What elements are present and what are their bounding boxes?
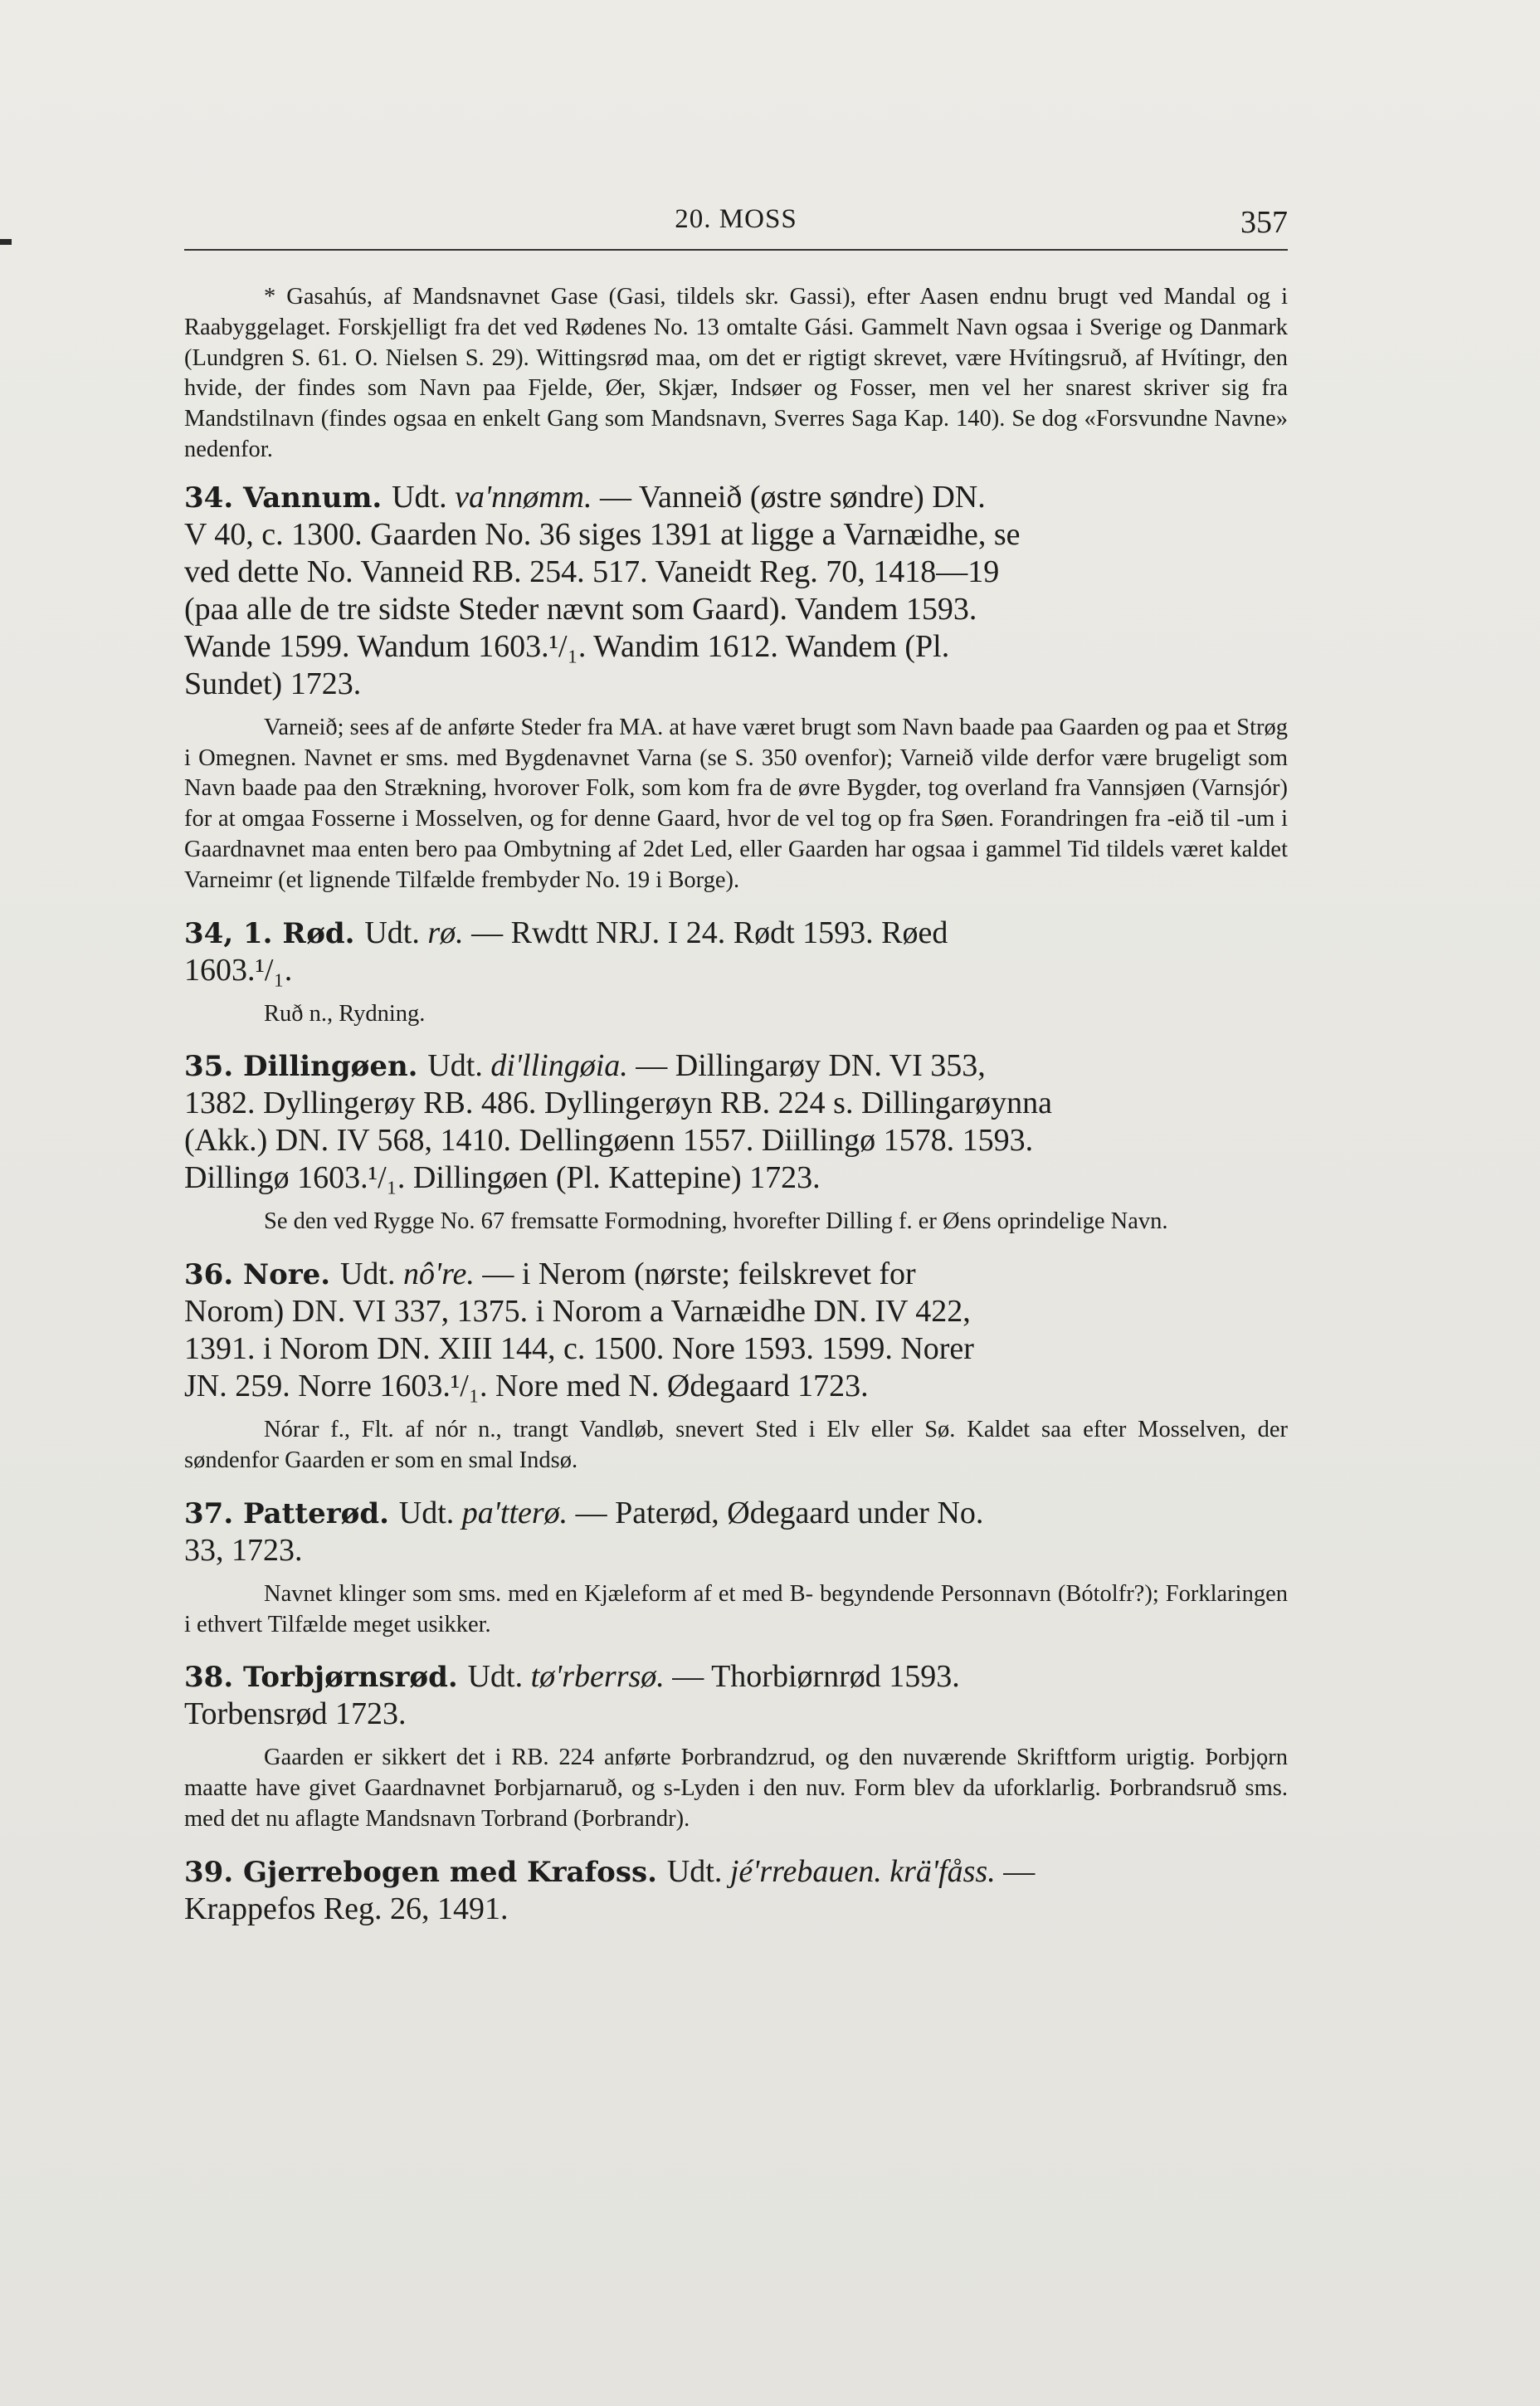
entry-number: 34. bbox=[184, 481, 243, 515]
entry-name: Vannum. bbox=[243, 481, 392, 515]
entry bbox=[184, 915, 1288, 1030]
entry-text: — bbox=[1003, 1853, 1036, 1889]
entry-heading-line bbox=[184, 1256, 1288, 1293]
entry-name: Patterød. bbox=[243, 1496, 399, 1530]
header-title: 20. MOSS bbox=[675, 204, 797, 234]
entry bbox=[184, 479, 1288, 896]
entry bbox=[184, 1256, 1288, 1476]
pronunciation: tø'rberrsø. bbox=[530, 1659, 673, 1695]
entry-number: 37. bbox=[184, 1496, 243, 1530]
pronunciation: rø. bbox=[427, 915, 472, 950]
entry-body bbox=[184, 479, 1288, 703]
pronunciation: nô're. bbox=[402, 1257, 483, 1292]
footnote: * Gasahús, af Mandsnavnet Gase (Gasi, tildels skr. Gassi), efter Aasen endnu brugt ved Mandal og i Raabyggelaget. Forskjelligt fra det ved Rødenes No. 13 omtalte Gási. Gammelt Navn ogsaa i Sverige og Danmark (Lundgren S. 61. O. Nielsen S. 29). Wittingsrød maa, om det er rigtigt skrevet, være Hvítingsruð, af Hvítingr, den hvide, der findes som Navn paa Fjelde, Øer, Skjær, Indsøer og Fosser, men vel her snarest skriver sig fra Mandstilnavn (findes ogsaa en enkelt Gang som Mandsnavn, Sverres Saga Kap. 140). Se dog «Forsvundne Navne» nedenfor. bbox=[184, 284, 1288, 462]
entry-line: JN. 259. Norre 1603.¹/₁. Nore med N. Ødegaard 1723. bbox=[184, 1369, 869, 1404]
entries-list bbox=[184, 479, 1288, 1928]
udt-label: Udt. bbox=[427, 1048, 491, 1084]
entry-heading-line bbox=[184, 1495, 1288, 1532]
entry-number: 38. bbox=[184, 1661, 243, 1695]
entry-number: 39. bbox=[184, 1855, 243, 1889]
entry-body bbox=[184, 1256, 1288, 1405]
entry-heading-line bbox=[184, 479, 1288, 516]
entry-line: Torbensrød 1723. bbox=[184, 1696, 407, 1732]
entry-line: (Akk.) DN. IV 568, 1410. Dellingøenn 1557. Diillingø 1578. 1593. bbox=[184, 1123, 1034, 1159]
entry-body bbox=[184, 1658, 1288, 1733]
entry-line: V 40, c. 1300. Gaarden No. 36 siges 1391 at ligge a Varnæidhe, se bbox=[184, 516, 1021, 552]
udt-label: Udt. bbox=[339, 1257, 403, 1292]
entry-text: — i Nerom (nørste; feilskrevet for bbox=[482, 1257, 916, 1292]
udt-label: Udt. bbox=[364, 915, 428, 950]
running-header bbox=[184, 204, 1288, 246]
entry-note: Ruð n., Rydning. bbox=[264, 1000, 426, 1027]
entry-line: Dillingø 1603.¹/₁. Dillingøen (Pl. Kattepine) 1723. bbox=[184, 1160, 821, 1196]
entry-text: — Vanneið (østre søndre) DN. bbox=[600, 479, 986, 515]
entry-note: Gaarden er sikkert det i RB. 224 anførte Þorbrandzrud, og den nuværende Skriftform urigtig. Þorbjǫrn maatte have givet Gaardnavnet Þorbjarnaruð, og s-Lyden i den nuv. Form blev da uforklarlig. Þorbrandsruð sms. med det nu aflagte Mandsnavn Torbrand (Þorbrandr). bbox=[184, 1745, 1288, 1832]
entry-note: Navnet klinger som sms. med en Kjæleform af et med B- begyndende Personnavn (Bótolfr?); Forklaringen i ethvert Tilfælde meget usikker. bbox=[184, 1580, 1288, 1637]
entry-line: 1391. i Norom DN. XIII 144, c. 1500. Nore 1593. 1599. Norer bbox=[184, 1331, 974, 1367]
entry-heading-line bbox=[184, 1658, 1288, 1696]
pronunciation: pa'tterø. bbox=[461, 1495, 576, 1530]
entry bbox=[184, 1047, 1288, 1237]
entry-line: 33, 1723. bbox=[184, 1532, 303, 1568]
entry-body bbox=[184, 915, 1288, 989]
entry-body bbox=[184, 1853, 1288, 1928]
entry-name: Dillingøen. bbox=[243, 1050, 428, 1084]
entry-text: — Paterød, Ødegaard under No. bbox=[575, 1495, 984, 1530]
udt-label: Udt. bbox=[392, 479, 456, 515]
entry-name: Torbjørnsrød. bbox=[243, 1661, 468, 1695]
entry-text: — Dillingarøy DN. VI 353, bbox=[636, 1048, 986, 1084]
pronunciation: va'nnømm. bbox=[455, 479, 600, 515]
header-rule bbox=[184, 249, 1288, 251]
entry-number: 34, 1. bbox=[184, 916, 283, 950]
entry-note: Nórar f., Flt. af nór n., trangt Vandløb, snevert Sted i Elv eller Sø. Kaldet saa efter Mosselven, der søndenfor Gaarden er som en smal Indsø. bbox=[184, 1417, 1288, 1473]
entry-body bbox=[184, 1495, 1288, 1569]
entry-note: Varneið; sees af de anførte Steder fra MA. at have været brugt som Navn baade paa Gaarden og paa et Strøg i Omegnen. Navnet er sms. med Bygdenavnet Varna (se S. 350 ovenfor); Varneið vilde derfor være brugeligt som Navn baade paa den Strækning, hvorover Folk, som kom fra de øvre Bygder, tog overland fra Vannsjøen (Varnsjór) for at omgaa Fosserne i Mosselven, og for denne Gaard, hvor de vel tog op fra Søen. Forandringen fra -eið til -um i Gaardnavnet maa enten bero paa Ombytning af 2det Led, eller Gaarden har ogsaa i gammel Tid tildels været kaldet Varneimr (et lignende Tilfælde frembyder No. 19 i Borge). bbox=[184, 714, 1288, 893]
pronunciation: jé'rrebauen. krä'fåss. bbox=[729, 1853, 1004, 1889]
pronunciation: di'llingøia. bbox=[490, 1048, 636, 1084]
udt-label: Udt. bbox=[467, 1659, 531, 1695]
entry-line: 1603.¹/₁. bbox=[184, 952, 293, 988]
entry-line: Norom) DN. VI 337, 1375. i Norom a Varnæidhe DN. IV 422, bbox=[184, 1294, 971, 1330]
entry-line: ved dette No. Vanneid RB. 254. 517. Vaneidt Reg. 70, 1418—19 bbox=[184, 554, 1000, 589]
entry-name: Nore. bbox=[243, 1258, 340, 1292]
entry-number: 36. bbox=[184, 1258, 243, 1292]
entry-line: Wande 1599. Wandum 1603.¹/₁. Wandim 1612. Wandem (Pl. bbox=[184, 628, 950, 664]
page-number: 357 bbox=[1240, 205, 1288, 240]
page-content bbox=[184, 282, 1288, 1946]
entry-line: (paa alle de tre sidste Steder nævnt som Gaard). Vandem 1593. bbox=[184, 591, 977, 627]
entry-name: Gjerrebogen med Krafoss. bbox=[243, 1855, 667, 1889]
entry-text: — Thorbiørnrød 1593. bbox=[672, 1659, 960, 1695]
entry-name: Rød. bbox=[282, 916, 365, 950]
entry bbox=[184, 1853, 1288, 1928]
entry-heading-line bbox=[184, 915, 1288, 952]
entry-note: Se den ved Rygge No. 67 fremsatte Formodning, hvorefter Dilling f. er Øens oprindelige Navn. bbox=[264, 1208, 1168, 1235]
entry-heading-line bbox=[184, 1047, 1288, 1085]
entry-line: Krappefos Reg. 26, 1491. bbox=[184, 1891, 509, 1926]
entry-text: — Rwdtt NRJ. I 24. Rødt 1593. Røed bbox=[471, 915, 948, 950]
entry-heading-line bbox=[184, 1853, 1288, 1891]
entry bbox=[184, 1495, 1288, 1641]
entry-line: 1382. Dyllingerøy RB. 486. Dyllingerøyn RB. 224 s. Dillingarøynna bbox=[184, 1086, 1053, 1121]
edge-mark bbox=[0, 239, 12, 245]
udt-label: Udt. bbox=[398, 1495, 462, 1530]
entry-line: Sundet) 1723. bbox=[184, 666, 362, 701]
entry-body bbox=[184, 1047, 1288, 1197]
entry bbox=[184, 1658, 1288, 1834]
entry-number: 35. bbox=[184, 1050, 243, 1084]
udt-label: Udt. bbox=[666, 1853, 730, 1889]
